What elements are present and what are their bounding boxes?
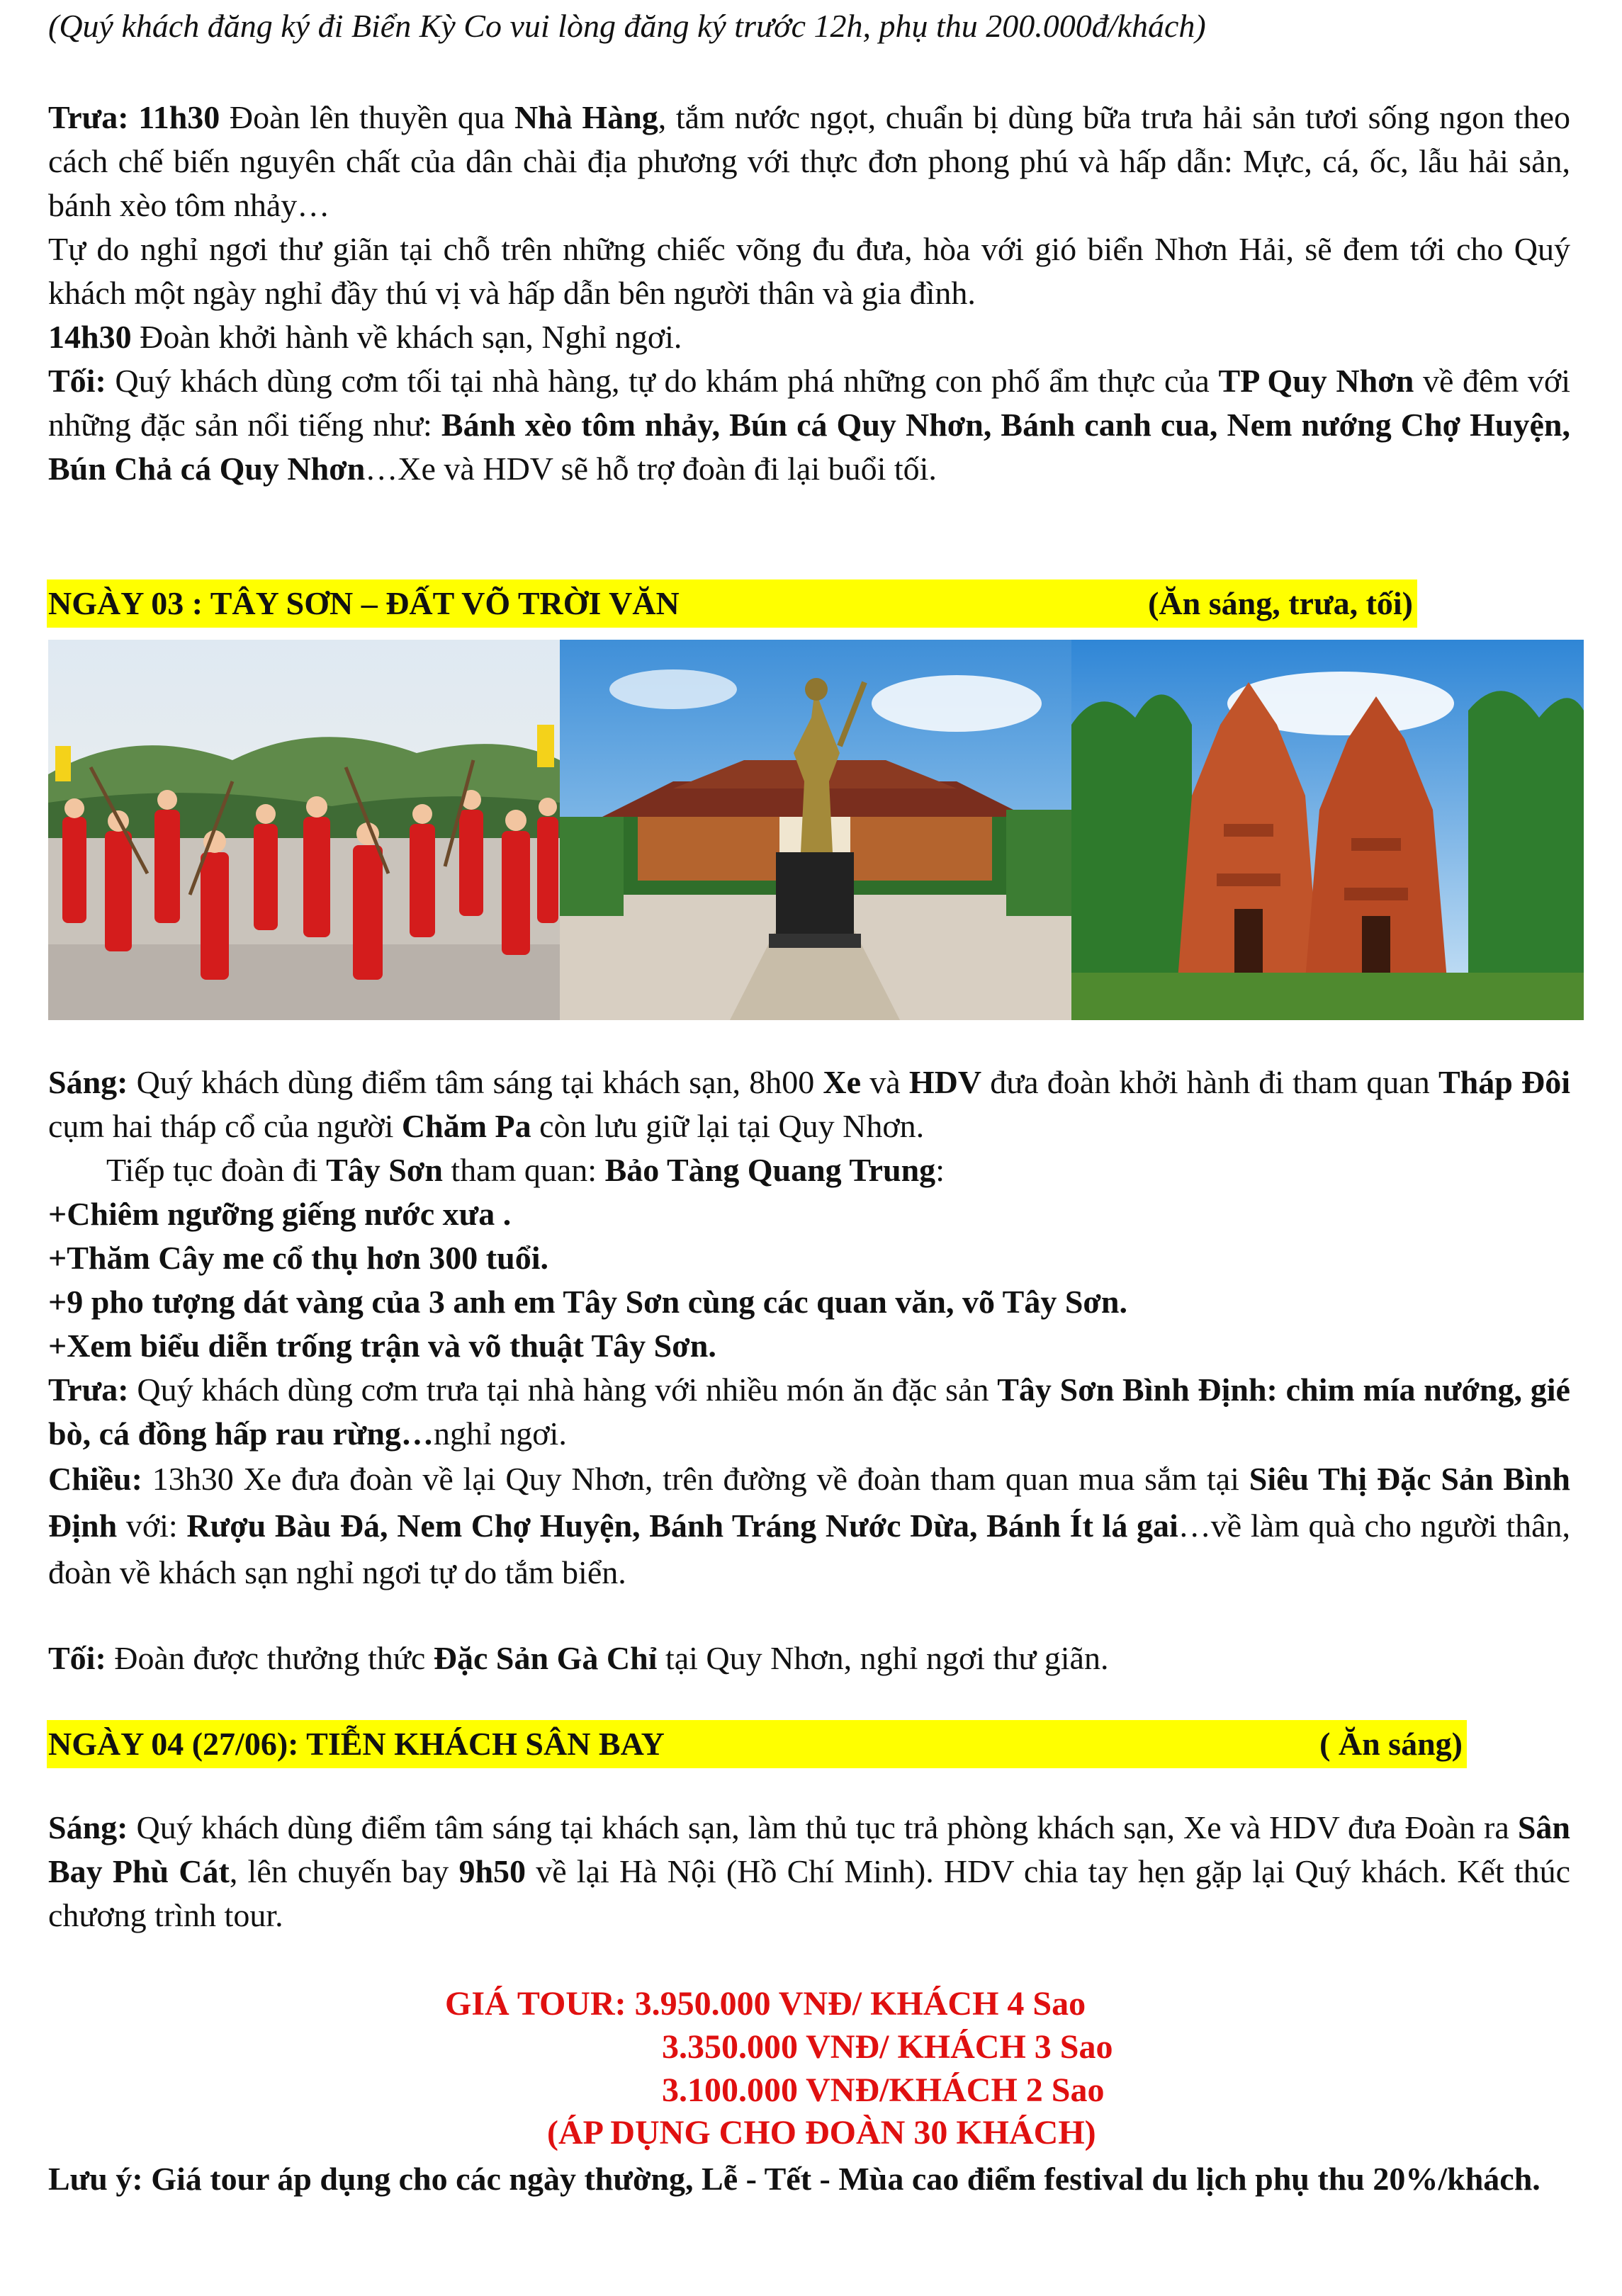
day3-continue	[48, 1148, 1570, 1192]
text: Quý khách dùng điểm tâm sáng tại khách sạn, 8h00	[128, 1064, 823, 1100]
text: cụm hai tháp cổ của người	[48, 1108, 402, 1144]
text: với:	[117, 1508, 187, 1544]
text: :	[935, 1152, 945, 1188]
bold-text: HDV	[908, 1064, 982, 1100]
bold-text: Tháp Đôi	[1438, 1064, 1570, 1100]
bold-text: 9h50	[458, 1853, 526, 1889]
text: Quý khách dùng cơm trưa tại nhà hàng với nhiều món ăn đặc sản	[128, 1372, 998, 1408]
text: Quý khách dùng điểm tâm sáng tại khách sạn, làm thủ tục trả phòng khách sạn, Xe và HDV đưa Đoàn ra	[128, 1809, 1518, 1845]
price-4-star: GIÁ TOUR: 3.950.000 VNĐ/ KHÁCH 4 Sao	[445, 1985, 1086, 2023]
text: 13h30 Xe đưa đoàn về lại Quy Nhơn, trên đường về đoàn tham quan mua sắm tại	[142, 1461, 1249, 1497]
text: đưa đoàn khởi hành đi tham quan	[981, 1064, 1438, 1100]
bold-text: Đặc Sản Gà Chỉ	[433, 1640, 658, 1676]
lunch-label: Trưa:	[48, 99, 129, 135]
bold-text: Chăm Pa	[401, 1108, 531, 1144]
day4-morning	[48, 1806, 1570, 1938]
price-2-star: 3.100.000 VNĐ/KHÁCH 2 Sao	[662, 2071, 1105, 2109]
dinner-label: Tối:	[48, 363, 106, 399]
day2-dinner	[48, 359, 1570, 491]
day4-meals: ( Ăn sáng)	[1319, 1726, 1463, 1762]
photo-quang-trung-museum	[560, 640, 1071, 1020]
text: về lại Hà Nội (Hồ Chí Minh). HDV chia tay hẹn gặp lại Quý khách. Kết thúc chương trình tour.	[48, 1853, 1571, 1933]
text: Đoàn khởi hành về khách sạn, Nghỉ ngơi.	[131, 319, 682, 355]
bullet-item: +Xem biểu diễn trống trận và võ thuật Tây Sơn.	[48, 1328, 716, 1364]
text: Đoàn lên thuyền qua	[220, 99, 514, 135]
bold-text: TP Quy Nhơn	[1218, 363, 1414, 399]
text: , lên chuyến bay	[229, 1853, 459, 1889]
bullet-item: +Thăm Cây me cổ thụ hơn 300 tuổi.	[48, 1240, 548, 1276]
day4-title: NGÀY 04 (27/06): TIỄN KHÁCH SÂN BAY	[48, 1726, 665, 1762]
price-3-star: 3.350.000 VNĐ/ KHÁCH 3 Sao	[662, 2028, 1113, 2066]
text: …về làm quà cho người thân, đoàn về khách sạn nghỉ ngơi tự do tắm biển.	[48, 1508, 1571, 1590]
bold-text: Bảo Tàng Quang Trung	[604, 1152, 936, 1188]
text: …Xe và HDV sẽ hỗ trợ đoàn đi lại buổi tối.	[365, 451, 937, 487]
day3-section	[48, 1061, 1570, 1596]
bold-text: Xe	[823, 1064, 862, 1100]
morning-label: Sáng:	[48, 1064, 128, 1100]
text: Tiếp tục đoàn đi	[106, 1152, 327, 1188]
lunch-label: Trưa:	[48, 1372, 129, 1408]
bullet-item: +9 pho tượng dát vàng của 3 anh em Tây Sơn cùng các quan văn, võ Tây Sơn.	[48, 1284, 1127, 1320]
day3-afternoon	[48, 1456, 1570, 1596]
bold-text: Sân Bay Phù Cát	[48, 1809, 1570, 1889]
morning-label: Sáng:	[48, 1809, 128, 1845]
photo-martial-arts	[48, 640, 560, 1020]
bold-text: Rượu Bàu Đá, Nem Chợ Huyện, Bánh Tráng Nước Dừa, Bánh Ít lá gai	[186, 1508, 1178, 1544]
text: về đêm với những đặc sản nổi tiếng như:	[48, 363, 1570, 443]
day3-heading	[47, 579, 1417, 628]
day3-morning	[48, 1061, 1570, 1148]
day2-relax: Tự do nghỉ ngơi thư giãn tại chỗ trên những chiếc võng đu đưa, hòa với gió biển Nhơn Hải, sẽ đem tới cho Quý khách một ngày nghỉ đầy thú vị và hấp dẫn bên người thân và gia đình.	[48, 231, 1570, 311]
bold-text: Tây Sơn Bình Định: chim mía nướng, gié bò, cá đồng hấp rau rừng…	[48, 1372, 1570, 1452]
day3-meals: (Ăn sáng, trưa, tối)	[1148, 585, 1413, 621]
text: tại Quy Nhơn, nghỉ ngơi thư giãn.	[657, 1640, 1109, 1676]
afternoon-label: Chiều:	[48, 1461, 142, 1497]
bold-text: Tây Sơn	[326, 1152, 443, 1188]
photo-thap-doi-towers	[1071, 640, 1584, 1020]
bold-text: Nhà Hàng	[514, 99, 658, 135]
intro-note: (Quý khách đăng ký đi Biển Kỳ Co vui lòng đăng ký trước 12h, phụ thu 200.000đ/khách)	[48, 8, 1206, 44]
text: Đoàn được thưởng thức	[106, 1640, 434, 1676]
day4-heading	[47, 1720, 1467, 1768]
return-time: 14h30	[48, 319, 132, 355]
text: và	[861, 1064, 909, 1100]
text: nghỉ ngơi.	[433, 1415, 567, 1452]
day3-lunch	[48, 1368, 1570, 1456]
evening-label: Tối:	[48, 1640, 106, 1676]
text: tham quan:	[442, 1152, 605, 1188]
day2-return	[48, 315, 1570, 359]
bold-text: Siêu Thị Đặc Sản Bình Định	[48, 1461, 1570, 1544]
group-size-note: (ÁP DỤNG CHO ĐOÀN 30 KHÁCH)	[547, 2114, 1096, 2151]
day2-section	[48, 96, 1570, 491]
surcharge-note: Lưu ý: Giá tour áp dụng cho các ngày thường, Lễ - Tết - Mùa cao điểm festival du lịch phụ thu 20%/khách.	[48, 2161, 1541, 2197]
bold-text: Bánh xèo tôm nhảy, Bún cá Quy Nhơn, Bánh canh cua, Nem nướng Chợ Huyện, Bún Chả cá Quy Nhơn	[48, 407, 1570, 487]
text: Quý khách dùng cơm tối tại nhà hàng, tự do khám phá những con phố ẩm thực của	[106, 363, 1219, 399]
lunch-time: 11h30	[138, 99, 220, 135]
text: còn lưu giữ lại tại Quy Nhơn.	[531, 1108, 925, 1144]
bullet-item: +Chiêm ngưỡng giếng nước xưa .	[48, 1196, 512, 1232]
text: , tắm nước ngọt, chuẩn bị dùng bữa trưa hải sản tươi sống ngon theo cách chế biến nguyên chất của dân chài địa phương với thực đơn phong phú và hấp dẫn: Mực, cá, ốc, lẫu hải sản, bánh xèo tôm nhảy…	[48, 99, 1570, 223]
day3-title: NGÀY 03 : TÂY SƠN – ĐẤT VÕ TRỜI VĂN	[48, 585, 680, 621]
day2-lunch	[48, 96, 1570, 227]
day3-evening	[48, 1636, 1570, 1680]
